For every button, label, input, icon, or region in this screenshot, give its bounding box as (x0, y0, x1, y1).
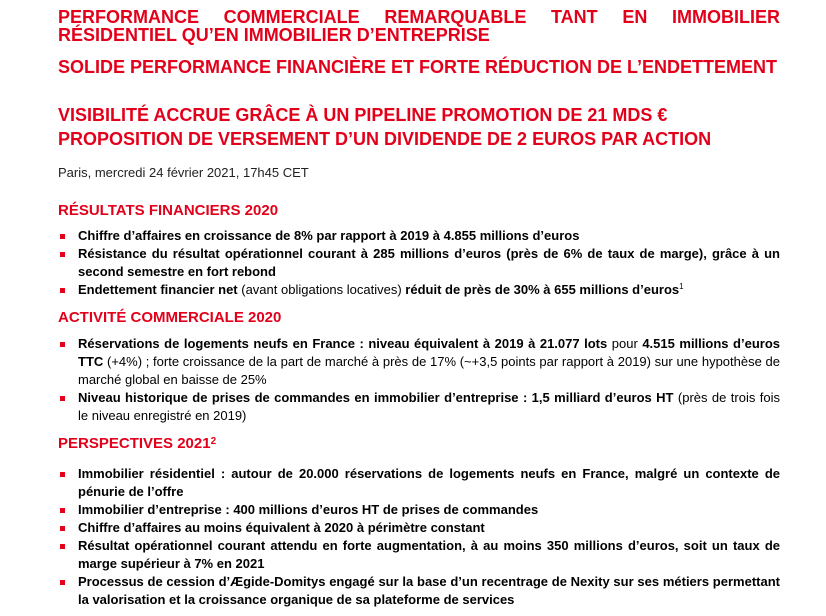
footnote-marker: 1 (679, 282, 684, 291)
headline-commercial-performance: PERFORMANCE COMMERCIALE REMARQUABLE TANT EN IMMOBILIER RÉSIDENTIEL QU’EN IMMOBILIER D’ENTREPRISE (58, 7, 780, 45)
bullet-square-icon (60, 252, 65, 257)
bullet-square-icon (60, 342, 65, 347)
bullet-square-icon (60, 544, 65, 549)
list-item: Endettement financier net (avant obligations locatives) réduit de près de 30% à 655 millions d’euros$^1$ (58, 281, 780, 299)
headline-dividend-proposal: PROPOSITION DE VERSEMENT D’UN DIVIDENDE DE 2 EUROS PAR ACTION (58, 129, 712, 149)
list-item: Chiffre d’affaires au moins équivalent à 2020 à périmètre constant (58, 519, 780, 537)
list-item: Processus de cession d’Ægide-Domitys engagé sur la base d’un recentrage de Nexity sur ses métiers permettant la valorisation et la croissance organique de sa plateforme de services (58, 573, 780, 609)
bullet-square-icon (60, 526, 65, 531)
list-item: Résistance du résultat opérationnel courant à 285 millions d’euros (près de 6% de taux de marge), grâce à un second semestre en fort rebond (58, 245, 780, 281)
bullet-square-icon (60, 472, 65, 477)
list-item: Réservations de logements neufs en France : niveau équivalent à 2019 à 21.077 lots pour 4.515 millions d’euros TTC (+4%) ; forte croissance de la part de marché à près de 17% (~+3,5 points par rapport à 2019) sur une hypothèse de marché global en baisse de 25% (58, 335, 780, 389)
financial-results-list (58, 227, 780, 299)
list-item: Immobilier résidentiel : autour de 20.000 réservations de logements neufs en France, malgré un contexte de pénurie de l’offre (58, 465, 780, 501)
bullet-square-icon (60, 396, 65, 401)
headline-pipeline-visibility: VISIBILITÉ ACCRUE GRÂCE À UN PIPELINE PROMOTION DE 21 MDS € (58, 105, 668, 125)
list-item: Chiffre d’affaires en croissance de 8% par rapport à 2019 à 4.855 millions d’euros (58, 227, 780, 245)
list-item: Résultat opérationnel courant attendu en forte augmentation, à au moins 350 millions d’euros, soit un taux de marge supérieur à 7% en 2021 (58, 537, 780, 573)
dateline: Paris, mercredi 24 février 2021, 17h45 CET (58, 165, 309, 180)
bullet-square-icon (60, 234, 65, 239)
list-item: Immobilier d’entreprise : 400 millions d’euros HT de prises de commandes (58, 501, 780, 519)
section-title-outlook: PERSPECTIVES 2021$^2$ (58, 435, 217, 452)
section-title-financial-results: RÉSULTATS FINANCIERS 2020 (58, 202, 279, 219)
bullet-square-icon (60, 288, 65, 293)
list-item: Niveau historique de prises de commandes en immobilier d’entreprise : 1,5 milliard d’euros HT (près de trois fois le niveau enregistré en 2019) (58, 389, 780, 425)
outlook-list (58, 465, 780, 609)
commercial-activity-list (58, 335, 780, 425)
headline-financial-performance: SOLIDE PERFORMANCE FINANCIÈRE ET FORTE RÉDUCTION DE L’ENDETTEMENT (58, 57, 778, 77)
bullet-square-icon (60, 580, 65, 585)
section-title-commercial-activity: ACTIVITÉ COMMERCIALE 2020 (58, 309, 282, 326)
footnote-marker: 2 (210, 436, 217, 447)
bullet-square-icon (60, 508, 65, 513)
